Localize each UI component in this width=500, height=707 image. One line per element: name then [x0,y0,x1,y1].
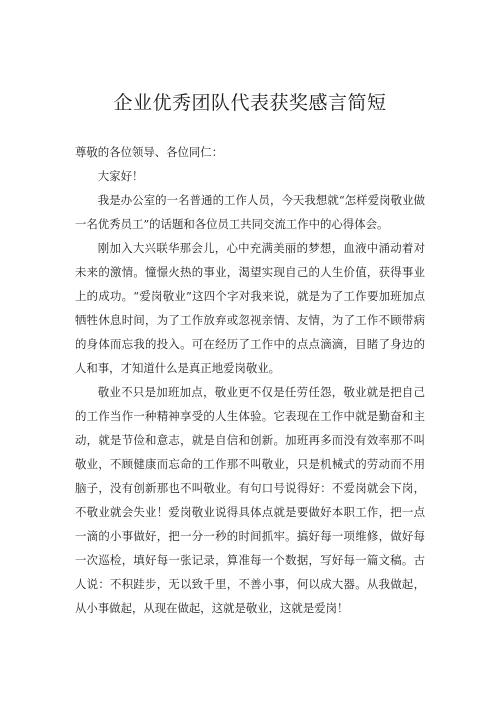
paragraph-experience: 刚加入大兴联华那会儿，心中充满美丽的梦想，血液中涌动着对未来的激情。憧憬火热的事业，渴望实现自己的人生价值，获得事业上的成功。“爱岗敬业”这四个字对我来说，就是为了工作要加班加点牺牲休息时间，为了工作放弃或忽视亲情、友情，为了工作不顾带病的身体而忘我的投入。可在经历了工作中的点点滴滴，目睹了身边的人和事，才知道什么是真正地爱岗敬业。 [75,241,425,375]
paragraph-dedication: 敬业不只是加班加点，敬业更不仅是任劳任怨，敬业就是把自己的工作当作一种精神享受的人生体验。它表现在工作中就是勤奋和主动，就是节俭和意志，就是自信和创新。加班再多而没有效率那不叫敬业，不顾健康而忘命的工作那不叫敬业，只是机械式的劳动而不用脑子，没有创新那也不叫敬业。有句口号说得好：不爱岗就会下岗，不敬业就会失业！爱岗敬业说得具体点就是要做好本职工作，把一点一滴的小事做好，把一分一秒的时间抓牢。搞好每一项维修，做好每一次巡检，填好每一张记录，算准每一个数据，写好每一篇文稿。古人说：不积跬步，无以致千里，不善小事，何以成大器。从我做起，从小事做起，从现在做起，这就是敬业，这就是爱岗！ [75,385,425,615]
paragraph-intro: 我是办公室的一名普通的工作人员，今天我想就“怎样爱岗敬业做一名优秀员工”的话题和各位员工共同交流工作中的心得体会。 [75,193,425,231]
document-body [75,140,425,620]
paragraph-greeting: 大家好！ [97,169,144,183]
salutation: 尊敬的各位领导、各位同仁： [75,145,224,159]
document-title: 企业优秀团队代表获奖感言简短 [113,92,387,114]
